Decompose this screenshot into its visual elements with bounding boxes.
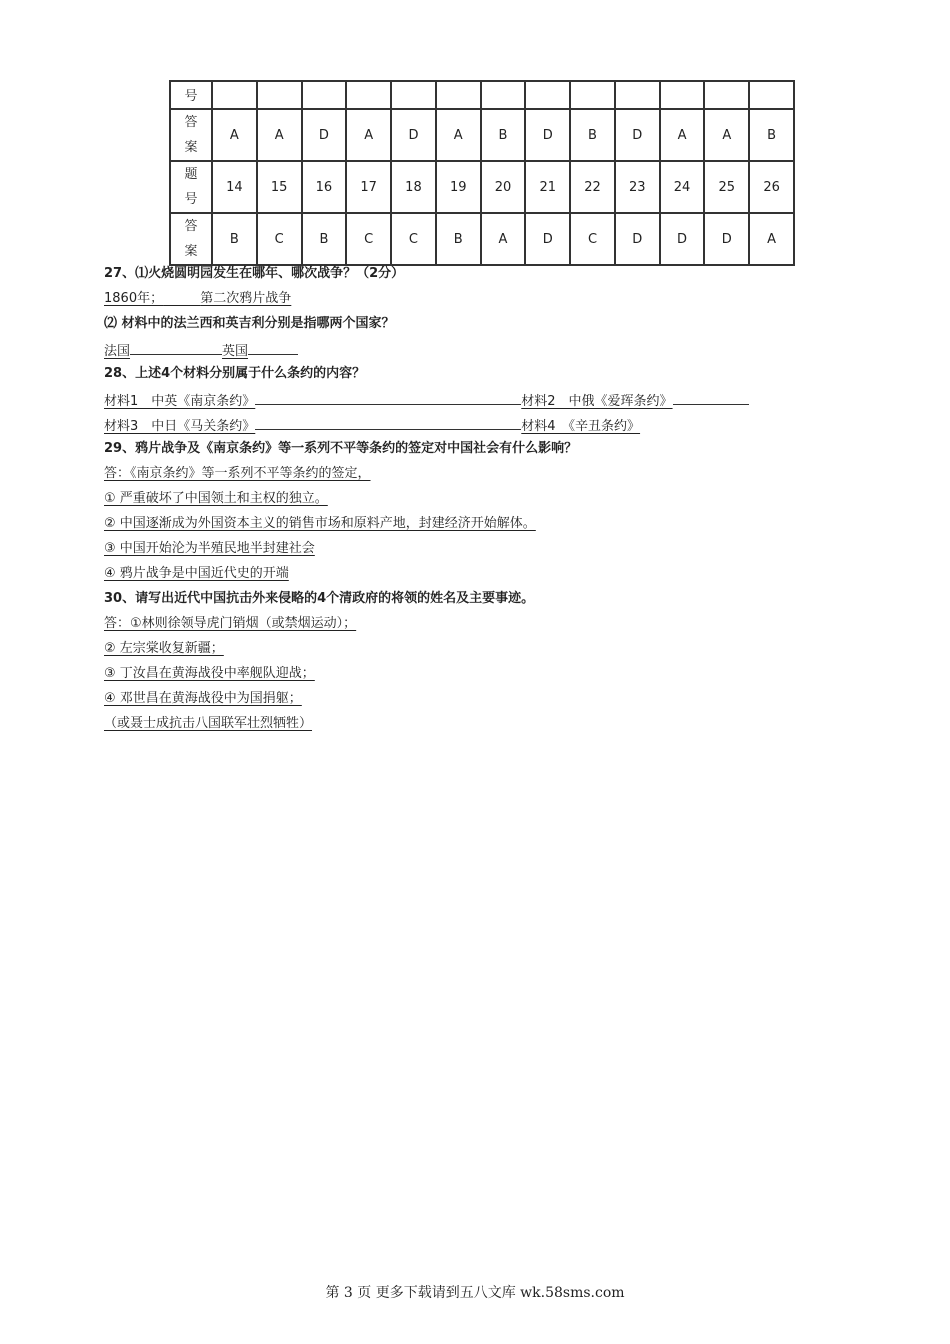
q29-answer-1: ① 严重破坏了中国领土和主权的独立。 bbox=[104, 491, 328, 506]
table-cell: A bbox=[257, 109, 302, 161]
table-cell: A bbox=[704, 109, 749, 161]
table-cell: D bbox=[615, 213, 660, 265]
table-cell: 26 bbox=[749, 161, 794, 213]
table-cell: A bbox=[212, 109, 257, 161]
q27-sub-question: ⑵ 材料中的法兰西和英吉利分别是指哪两个国家？ bbox=[104, 316, 395, 331]
q27-sub-answer bbox=[104, 340, 298, 361]
table-cell: D bbox=[660, 213, 705, 265]
q28-material-1: 材料1 中英《南京条约》 bbox=[104, 394, 256, 409]
row-label: 题 号 bbox=[170, 161, 212, 213]
table-cell bbox=[257, 81, 302, 109]
table-cell: C bbox=[391, 213, 436, 265]
q27-answer-france: 法国 bbox=[104, 344, 131, 359]
table-cell: 14 bbox=[212, 161, 257, 213]
q29-question: 29、鸦片战争及《南京条约》等一系列不平等条约的签定对中国社会有什么影响？ bbox=[104, 441, 578, 456]
table-cell: B bbox=[481, 109, 526, 161]
table-cell: B bbox=[302, 213, 347, 265]
table-cell: 21 bbox=[525, 161, 570, 213]
q30-answer-5: （或聂士成抗击八国联军壮烈牺牲） bbox=[104, 716, 313, 731]
table-cell: 18 bbox=[391, 161, 436, 213]
table-cell bbox=[346, 81, 391, 109]
table-cell: D bbox=[525, 213, 570, 265]
table-cell bbox=[212, 81, 257, 109]
table-cell bbox=[391, 81, 436, 109]
table-cell bbox=[615, 81, 660, 109]
q27-answer-war: 第二次鸦片战争 bbox=[200, 291, 292, 306]
table-cell: D bbox=[615, 109, 660, 161]
table-cell: C bbox=[346, 213, 391, 265]
table-cell bbox=[570, 81, 615, 109]
table-cell: 20 bbox=[481, 161, 526, 213]
page-footer: 第 3 页 更多下载请到五八文库 wk.58sms.com bbox=[325, 1285, 625, 1301]
table-cell: 15 bbox=[257, 161, 302, 213]
table-cell: B bbox=[436, 213, 481, 265]
q29-answer-4: ④ 鸦片战争是中国近代史的开端 bbox=[104, 566, 289, 581]
table-cell bbox=[436, 81, 481, 109]
q27-answer-britain: 英国 bbox=[222, 344, 249, 359]
table-cell: 22 bbox=[570, 161, 615, 213]
table-cell: B bbox=[570, 109, 615, 161]
table-cell bbox=[525, 81, 570, 109]
q28-material-3: 材料3 中日《马关条约》 bbox=[104, 419, 256, 434]
table-cell: B bbox=[212, 213, 257, 265]
table-cell: D bbox=[704, 213, 749, 265]
q28-materials-1-2 bbox=[104, 390, 749, 411]
table-cell: D bbox=[302, 109, 347, 161]
table-cell: C bbox=[257, 213, 302, 265]
q28-material-2: 材料2 中俄《爱珲条约》 bbox=[521, 394, 673, 409]
table-cell: A bbox=[436, 109, 481, 161]
q27-answer-year: 1860年； bbox=[104, 291, 164, 306]
table-cell: 25 bbox=[704, 161, 749, 213]
q30-answer-4: ④ 邓世昌在黄海战役中为国捐躯； bbox=[104, 691, 302, 706]
q30-question: 30、请写出近代中国抗击外来侵略的4个清政府的将领的姓名及主要事迹。 bbox=[104, 591, 535, 606]
table-cell bbox=[749, 81, 794, 109]
table-row bbox=[170, 109, 794, 161]
table-cell: 24 bbox=[660, 161, 705, 213]
table-row bbox=[170, 81, 794, 109]
row-label: 号 bbox=[170, 81, 212, 109]
row-label: 答 案 bbox=[170, 109, 212, 161]
q29-answer-3: ③ 中国开始沦为半殖民地半封建社会 bbox=[104, 541, 315, 556]
q27-answer bbox=[104, 290, 291, 308]
q28-question: 28、上述4个材料分别属于什么条约的内容？ bbox=[104, 366, 366, 381]
q28-material-4: 材料4 《辛丑条约》 bbox=[521, 419, 641, 434]
row-label: 答 案 bbox=[170, 213, 212, 265]
table-cell: A bbox=[660, 109, 705, 161]
table-cell: 23 bbox=[615, 161, 660, 213]
table-cell: D bbox=[391, 109, 436, 161]
table-cell bbox=[481, 81, 526, 109]
table-cell: C bbox=[570, 213, 615, 265]
table-cell bbox=[660, 81, 705, 109]
table-cell: 19 bbox=[436, 161, 481, 213]
q28-materials-3-4 bbox=[104, 415, 640, 436]
table-cell: 17 bbox=[346, 161, 391, 213]
q30-answer-1: 答：①林则徐领导虎门销烟（或禁烟运动）； bbox=[104, 616, 357, 631]
table-cell: A bbox=[346, 109, 391, 161]
table-cell: A bbox=[481, 213, 526, 265]
table-row bbox=[170, 161, 794, 213]
table-cell: B bbox=[749, 109, 794, 161]
q30-answer-3: ③ 丁汝昌在黄海战役中率舰队迎战； bbox=[104, 666, 315, 681]
table-cell bbox=[302, 81, 347, 109]
q27-question: 27、⑴火烧圆明园发生在哪年、哪次战争？（2分） bbox=[104, 266, 405, 281]
table-cell: 16 bbox=[302, 161, 347, 213]
q30-answer-2: ② 左宗棠收复新疆； bbox=[104, 641, 224, 656]
answer-table bbox=[169, 80, 795, 266]
q29-answer-2: ② 中国逐渐成为外国资本主义的销售市场和原料产地，封建经济开始解体。 bbox=[104, 516, 536, 531]
table-cell: D bbox=[525, 109, 570, 161]
q29-intro: 答：《南京条约》等一系列不平等条约的签定， bbox=[104, 466, 371, 481]
table-row bbox=[170, 213, 794, 265]
table-cell bbox=[704, 81, 749, 109]
table-cell: A bbox=[749, 213, 794, 265]
